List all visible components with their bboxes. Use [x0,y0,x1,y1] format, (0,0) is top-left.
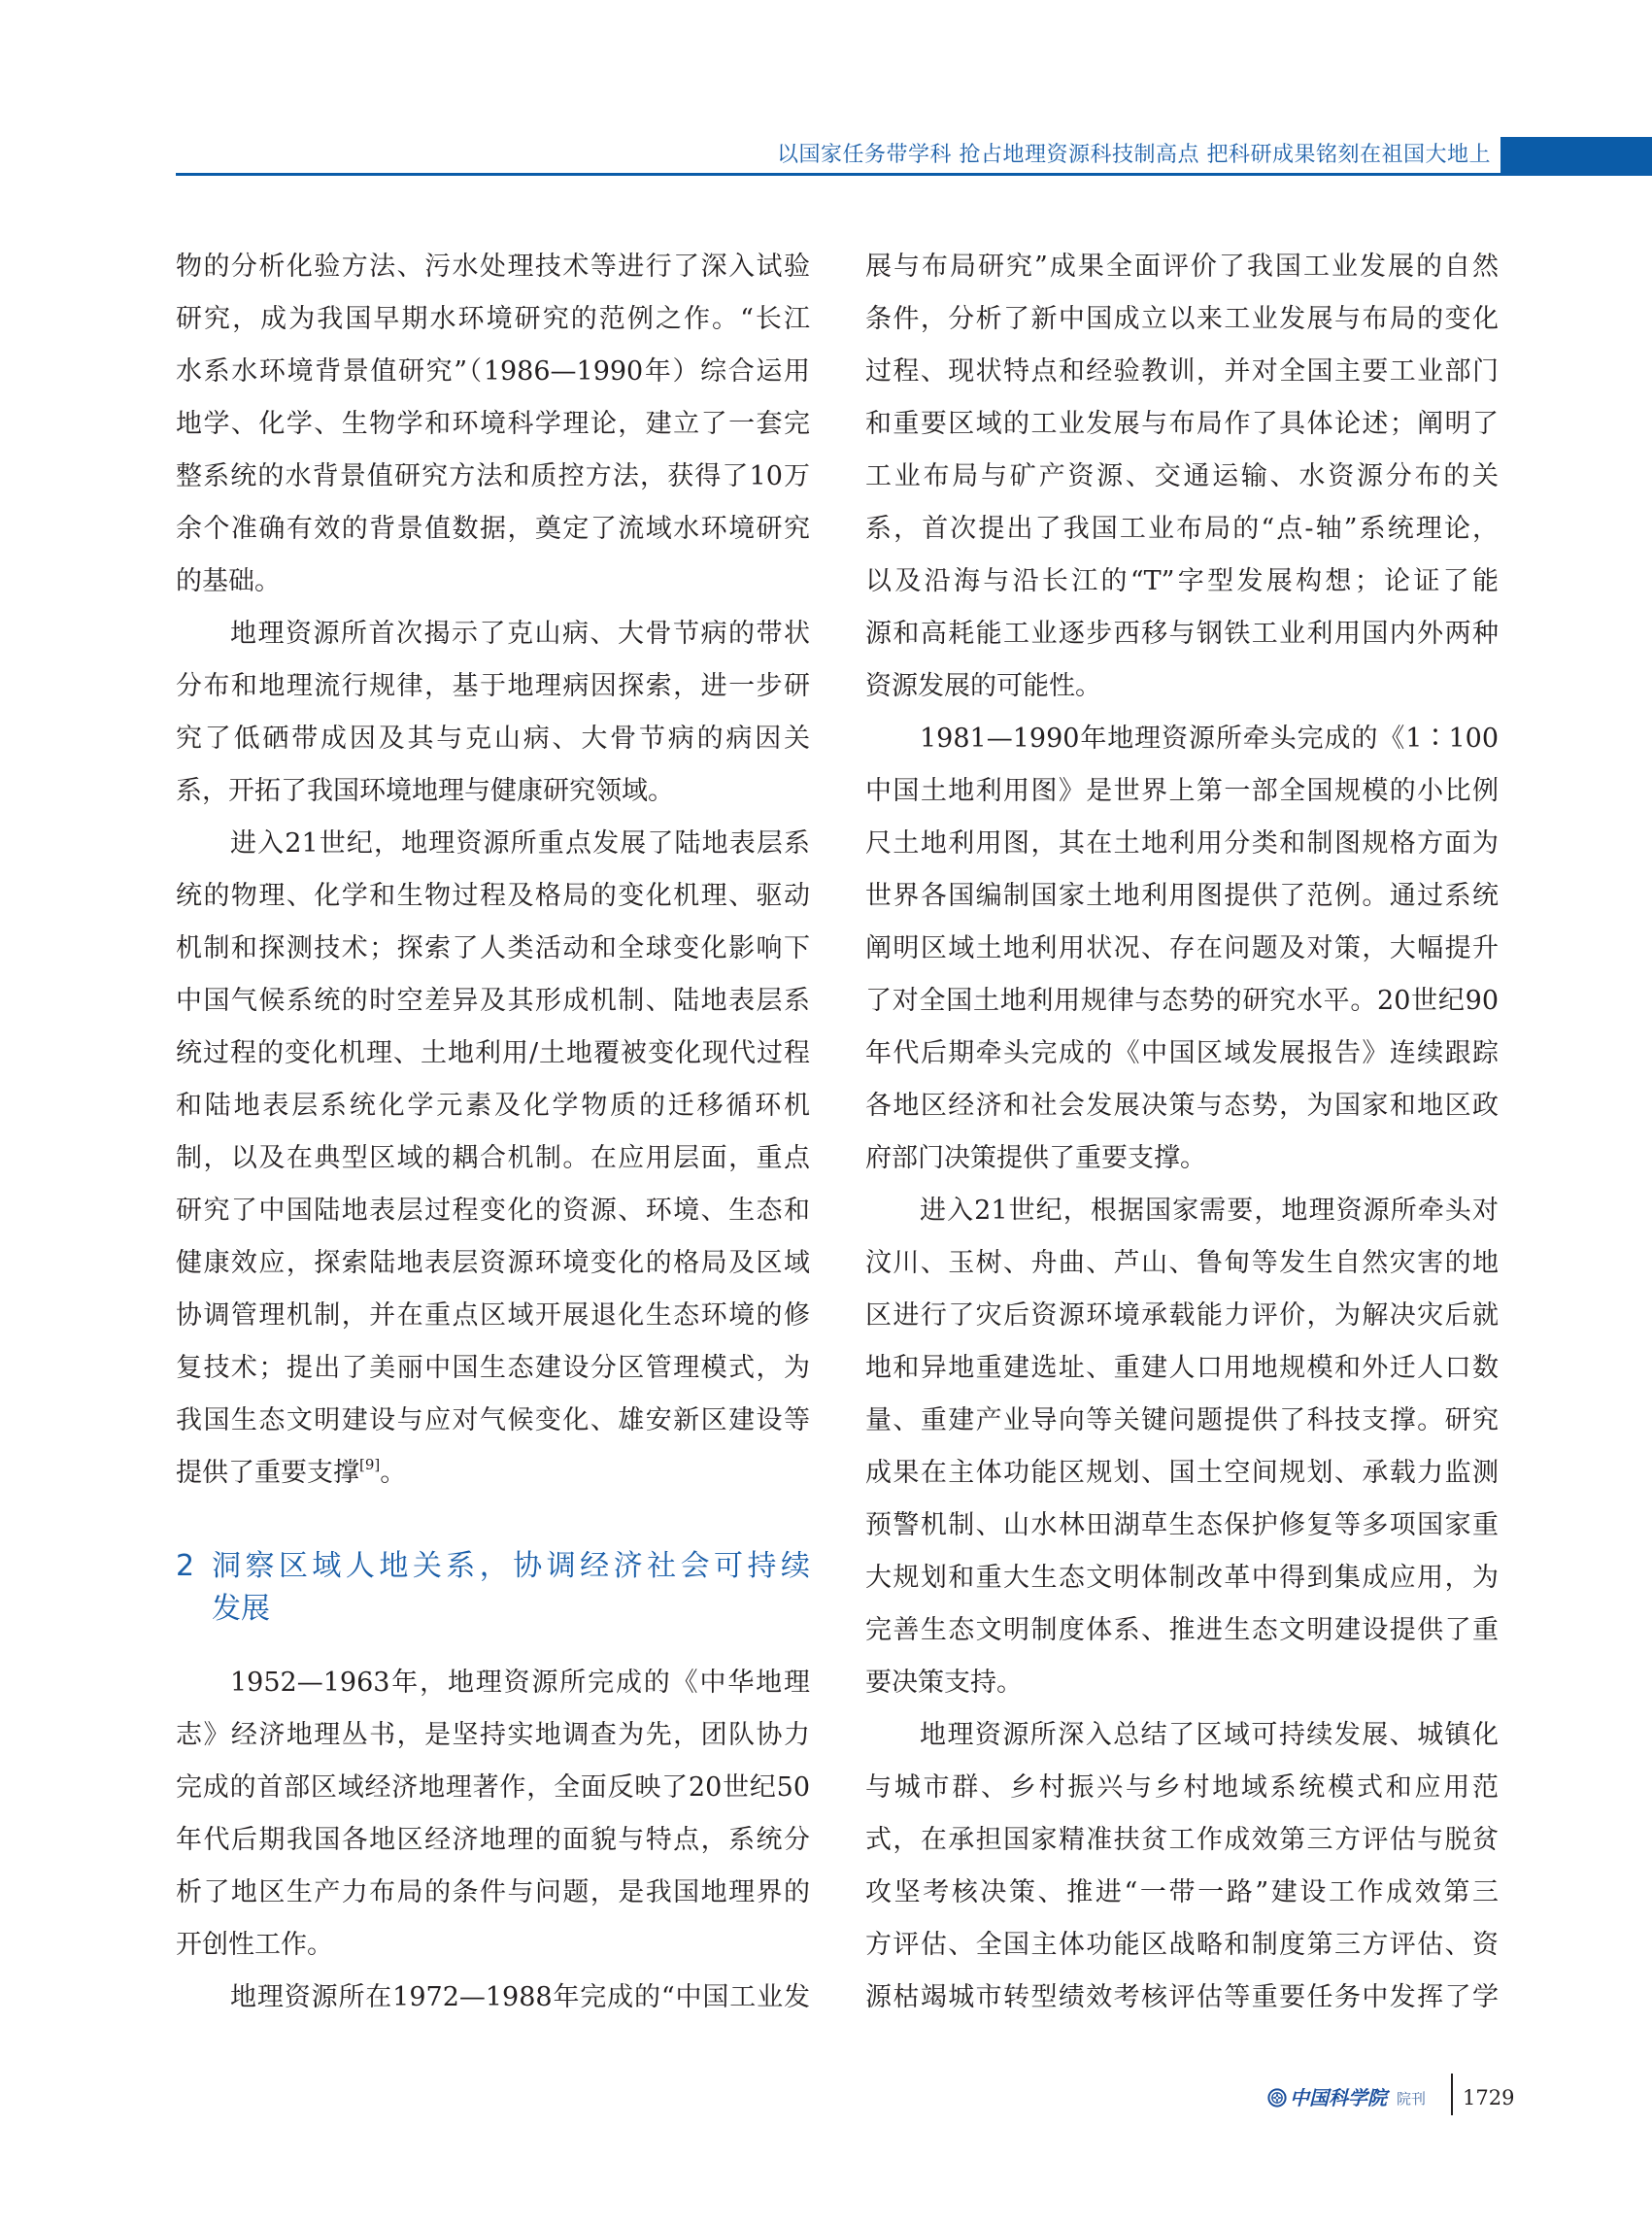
text-line: 地理资源所在1972—1988年完成的“中国工业发 [230,1982,810,2012]
body-paragraph [176,241,810,608]
text-line: 整系统的水背景值研究方法和质控方法，获得了10万 [176,461,810,491]
text-line: 展与布局研究”成果全面评价了我国工业发展的自然 [865,252,1499,282]
section-number-spacer [176,1588,212,1631]
text-line: 府部门决策提供了重要支撑。 [865,1143,1206,1173]
body-paragraph [176,608,810,818]
text-line: 余个准确有效的背景值数据，奠定了流域水环境研究 [176,514,810,544]
text-line: 协调管理机制，并在重点区域开展退化生态环境的修 [176,1300,810,1331]
text-line: 区进行了灾后资源环境承载能力评价，为解决灾后就 [865,1300,1499,1331]
text-line: 大规划和重大生态文明体制改革中得到集成应用，为 [865,1563,1499,1593]
section-heading [176,1500,810,1657]
body-paragraph [865,241,1499,713]
text-line: 复技术；提出了美丽中国生态建设分区管理模式，为 [176,1353,810,1383]
text-line [176,1447,810,1500]
text-line: 统过程的变化机理、土地利用/土地覆被变化现代过程 [176,1038,810,1068]
text-line: 各地区经济和社会发展决策与态势，为国家和地区政 [865,1091,1499,1121]
left-text-column [176,241,810,2024]
text-line: 尺土地利用图，其在土地利用分类和制图规格方面为 [865,828,1499,859]
text-line: 和重要区域的工业发展与布局作了具体论述；阐明了 [865,409,1499,439]
section-heading-text: 洞察区域人地关系，协调经济社会可持续 [212,1549,810,1583]
text-run: 。 [380,1458,407,1488]
text-line: 阐明区域土地利用状况、存在问题及对策，大幅提升 [865,933,1499,963]
cas-logo-text: 中国科学院 [1290,2086,1387,2109]
text-line: 世界各国编制国家土地利用图提供了范例。通过系统 [865,881,1499,911]
footer-separator [1451,2074,1453,2115]
text-line: 以及沿海与沿长江的“T”字型发展构想；论证了能 [865,566,1499,596]
text-line: 我国生态文明建设与应对气候变化、雄安新区建设等 [176,1405,810,1435]
text-line: 了对全国土地利用规律与态势的研究水平。20世纪90 [865,986,1499,1016]
text-line: 汶川、玉树、舟曲、芦山、鲁甸等发生自然灾害的地 [865,1248,1499,1278]
text-line: 制，以及在典型区域的耦合机制。在应用层面，重点 [176,1143,810,1173]
text-line: 和陆地表层系统化学元素及化学物质的迁移循环机 [176,1091,810,1121]
text-line: 进入21世纪，根据国家需要，地理资源所牵头对 [920,1196,1499,1226]
text-line: 地理资源所深入总结了区域可持续发展、城镇化 [920,1720,1499,1750]
text-line: 进入21世纪，地理资源所重点发展了陆地表层系 [230,828,810,859]
text-line: 过程、现状特点和经验教训，并对全国主要工业部门 [865,356,1499,387]
text-line: 1952—1963年，地理资源所完成的《中华地理 [230,1668,810,1698]
body-paragraph [176,1657,810,1972]
text-line: 式，在承担国家精准扶贫工作成效第三方评估与脱贫 [865,1825,1499,1855]
section-heading-line [176,1588,810,1631]
text-line: 源枯竭城市转型绩效考核评估等重要任务中发挥了学 [865,1982,1499,2012]
text-line: 与城市群、乡村振兴与乡村地域系统模式和应用范 [865,1772,1499,1803]
text-line: 条件，分析了新中国成立以来工业发展与布局的变化 [865,304,1499,334]
text-run: 提供了重要支撑 [176,1458,359,1488]
text-line: 中国土地利用图》是世界上第一部全国规模的小比例 [865,776,1499,806]
text-line: 预警机制、山水林田湖草生态保护修复等多项国家重 [865,1510,1499,1540]
page-number: 1729 [1463,2086,1515,2109]
citation-ref: [9] [359,1456,381,1473]
text-line: 工业布局与矿产资源、交通运输、水资源分布的关 [865,461,1499,491]
header-accent-block [1500,137,1652,176]
text-line: 健康效应，探索陆地表层资源环境变化的格局及区域 [176,1248,810,1278]
text-line: 成果在主体功能区规划、国土空间规划、承载力监测 [865,1458,1499,1488]
text-line: 分布和地理流行规律，基于地理病因探索，进一步研 [176,671,810,701]
text-line: 资源发展的可能性。 [865,671,1101,701]
text-line: 开创性工作。 [176,1930,333,1960]
text-line: 方评估、全国主体功能区战略和制度第三方评估、资 [865,1930,1499,1960]
section-number: 2 [176,1549,195,1583]
text-line: 1981—1990年地理资源所牵头完成的《1∶100 [920,724,1499,754]
text-line: 年代后期我国各地区经济地理的面貌与特点，系统分 [176,1825,810,1855]
running-title: 以国家任务带学科 抢占地理资源科技制高点 把科研成果铭刻在祖国大地上 [777,143,1491,167]
text-line: 要决策支持。 [865,1668,1023,1698]
text-line: 水系水环境背景值研究”（1986—1990年）综合运用 [176,356,810,387]
text-line: 研究，成为我国早期水环境研究的范例之作。“长江 [176,304,810,334]
text-line: 地学、化学、生物学和环境科学理论，建立了一套完 [176,409,810,439]
text-line: 的基础。 [176,566,281,596]
text-line: 地理资源所首次揭示了克山病、大骨节病的带状 [230,619,810,649]
cas-emblem-icon [1267,2088,1287,2108]
text-line: 究了低硒带成因及其与克山病、大骨节病的病因关 [176,724,810,754]
text-line: 研究了中国陆地表层过程变化的资源、环境、生态和 [176,1196,810,1226]
text-line: 中国气候系统的时空差异及其形成机制、陆地表层系 [176,986,810,1016]
body-paragraph [176,818,810,1500]
text-line: 系，首次提出了我国工业布局的“点-轴”系统理论， [865,514,1499,544]
text-line: 统的物理、化学和生物过程及格局的变化机理、驱动 [176,881,810,911]
text-line: 机制和探测技术；探索了人类活动和全球变化影响下 [176,933,810,963]
text-line: 地和异地重建选址、重建人口用地规模和外迁人口数 [865,1353,1499,1383]
text-line: 志》经济地理丛书，是坚持实地调查为先，团队协力 [176,1720,810,1750]
body-paragraph [865,713,1499,1185]
text-line: 完善生态文明制度体系、推进生态文明建设提供了重 [865,1615,1499,1645]
text-line: 析了地区生产力布局的条件与问题，是我国地理界的 [176,1877,810,1907]
section-heading-text: 发展 [212,1592,270,1626]
text-line: 量、重建产业导向等关键问题提供了科技支撑。研究 [865,1405,1499,1435]
text-line: 系，开拓了我国环境地理与健康研究领域。 [176,776,674,806]
text-line: 物的分析化验方法、污水处理技术等进行了深入试验 [176,252,810,282]
header-rule [176,173,1652,176]
right-text-column [865,241,1499,2024]
body-paragraph [176,1972,810,2024]
body-paragraph [865,1709,1499,2024]
journal-label: 院刊 [1397,2090,1427,2108]
text-line: 攻坚考核决策、推进“一带一路”建设工作成效第三 [865,1877,1499,1907]
text-line: 年代后期牵头完成的《中国区域发展报告》连续跟踪 [865,1038,1499,1068]
text-line: 完成的首部区域经济地理著作，全面反映了20世纪50 [176,1772,810,1803]
section-heading-line [176,1545,810,1588]
text-line: 源和高耗能工业逐步西移与钢铁工业利用国内外两种 [865,619,1499,649]
body-paragraph [865,1185,1499,1709]
